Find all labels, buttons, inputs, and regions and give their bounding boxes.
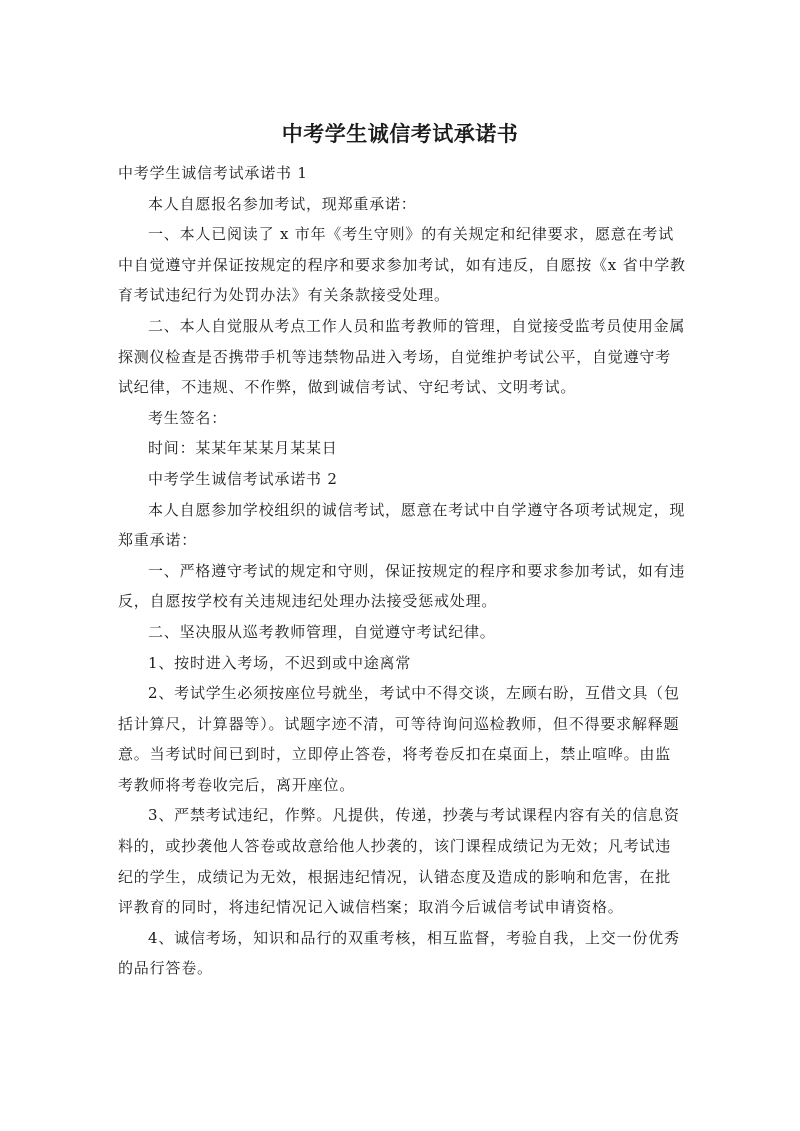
signature-line: 考生签名： xyxy=(148,408,228,427)
rule-item-3: 3、严禁考试违纪，作弊。凡提供，传递，抄袭与考试课程内容有关的信息资料的，或抄袭他人答卷或故意给他人抄袭的，该门课程成绩记为无效；凡考试违纪的学生，成绩记为无效，根据违纪情况，认错态度及造成的影响和危害，在批评教育的同时，将违纪情况记入诚信档案；取消今后诚信考试申请资格。 xyxy=(118,806,680,917)
date-line: 时间：某某年某某月某某日 xyxy=(148,439,338,458)
document-body xyxy=(118,158,686,984)
rule-item-2: 2、考试学生必须按座位号就坐，考试中不得交谈，左顾右盼，互借文具（包括计算尺，计算器等）。试题字迹不清，可等待询问巡检教师，但不得要求解释题意。当考试时间已到时，立即停止答卷，将考卷反扣在桌面上，禁止喧哗。由监考教师将考卷收完后，离开座位。 xyxy=(118,684,680,794)
paragraph-clause-2-2: 二、坚决服从巡考教师管理，自觉遵守考试纪律。 xyxy=(148,622,496,641)
paragraph-clause-1-1: 一、本人已阅读了 x 市年《考生守则》的有关规定和纪律要求，愿意在考试中自觉遵守并保证按规定的程序和要求参加考试，如有违反，自愿按《x 省中学教育考试违纪行为处罚办法》有关条款接受处理。 xyxy=(118,225,686,305)
document-title: 中考学生诚信考试承诺书 xyxy=(281,122,519,146)
paragraph-pledge-intro-2: 本人自愿参加学校组织的诚信考试，愿意在考试中自学遵守各项考试规定，现郑重承诺： xyxy=(118,500,686,550)
rule-item-4: 4、诚信考场，知识和品行的双重考核，相互监督，考验自我，上交一份优秀的品行答卷。 xyxy=(118,928,680,978)
rule-item-1: 1、按时进入考场，不迟到或中途离常 xyxy=(148,653,412,672)
section-heading-2: 中考学生诚信考试承诺书 2 xyxy=(148,469,338,488)
paragraph-pledge-intro-1: 本人自愿报名参加考试，现郑重承诺： xyxy=(148,194,417,213)
paragraph-clause-2-1: 一、严格遵守考试的规定和守则，保证按规定的程序和要求参加考试，如有违反，自愿按学校有关违规违纪处理办法接受惩戒处理。 xyxy=(118,561,686,611)
section-heading-1: 中考学生诚信考试承诺书 1 xyxy=(118,164,308,182)
paragraph-clause-1-2: 二、本人自觉服从考点工作人员和监考教师的管理，自觉接受监考员使用金属探测仪检查是否携带手机等违禁物品进入考场，自觉维护考试公平，自觉遵守考试纪律，不违规、不作弊，做到诚信考试、守纪考试、文明考试。 xyxy=(118,316,686,397)
